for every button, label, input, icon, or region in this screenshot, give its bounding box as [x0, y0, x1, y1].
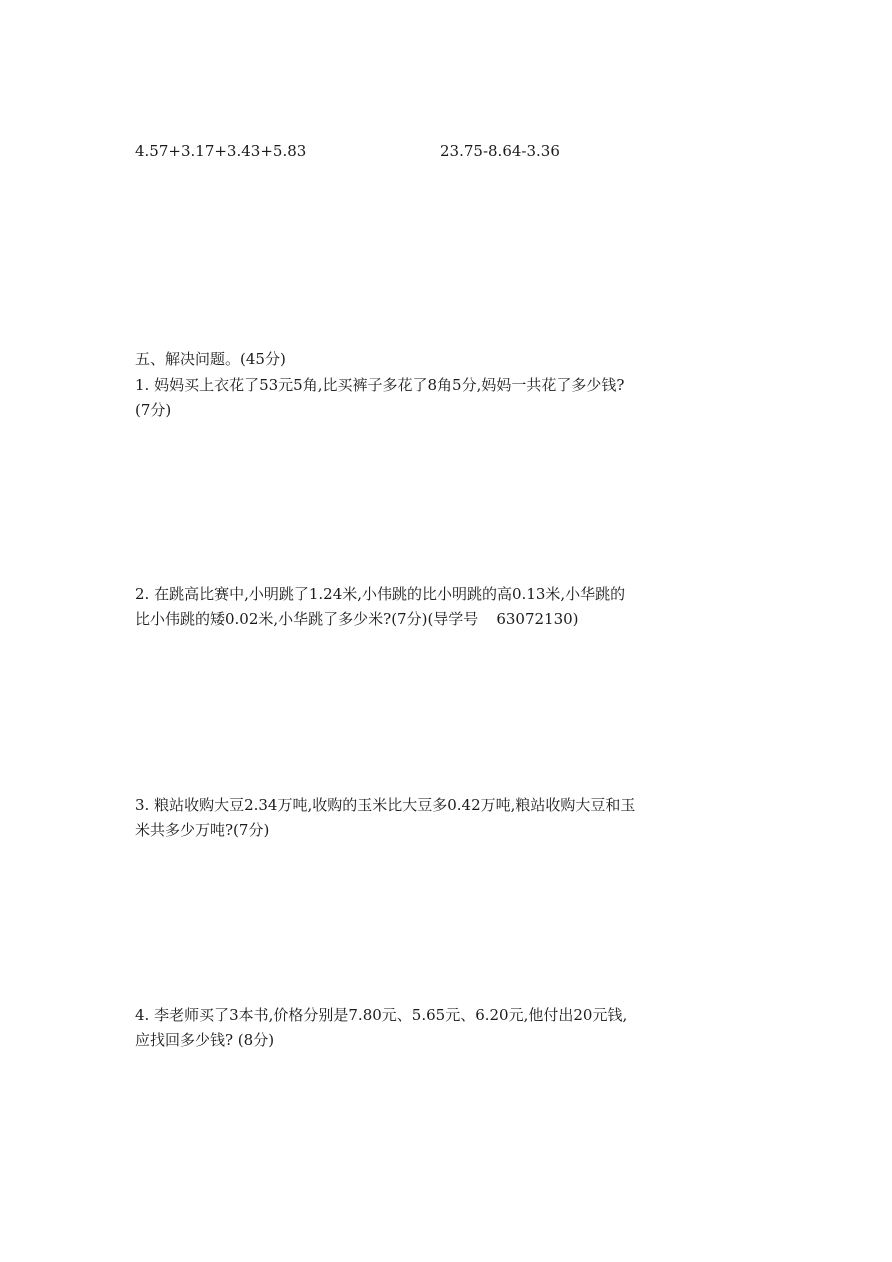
problem-4-line-1: 4. 李老师买了3本书,价格分别是7.80元、5.65元、6.20元,他付出20元钱, [135, 1006, 628, 1024]
problem-2 [135, 582, 775, 632]
calculation-expression-left: 4.57+3.17+3.43+5.83 [135, 142, 307, 160]
study-guide-number: 63072130) [496, 610, 579, 628]
problem-2-line-2 [135, 607, 775, 632]
calculation-expression-right: 23.75-8.64-3.36 [440, 142, 560, 160]
problem-4 [135, 1003, 775, 1053]
problem-3 [135, 793, 775, 843]
section-title: 五、解决问题。(45分) [135, 350, 286, 368]
problem-1 [135, 373, 775, 423]
problem-1-line-1: 1. 妈妈买上衣花了53元5角,比买裤子多花了8角5分,妈妈一共花了多少钱? [135, 376, 625, 394]
problem-3-line-1: 3. 粮站收购大豆2.34万吨,收购的玉米比大豆多0.42万吨,粮站收购大豆和玉 [135, 796, 636, 814]
problem-2-line-1: 2. 在跳高比赛中,小明跳了1.24米,小伟跳的比小明跳的高0.13米,小华跳的 [135, 585, 626, 603]
problem-3-line-2: 米共多少万吨?(7分) [135, 821, 270, 839]
problem-2-line-2-text: 比小伟跳的矮0.02米,小华跳了多少米?(7分)(导学号 [135, 610, 479, 628]
problem-1-line-2: (7分) [135, 401, 172, 419]
problem-4-line-2: 应找回多少钱? (8分) [135, 1031, 275, 1049]
